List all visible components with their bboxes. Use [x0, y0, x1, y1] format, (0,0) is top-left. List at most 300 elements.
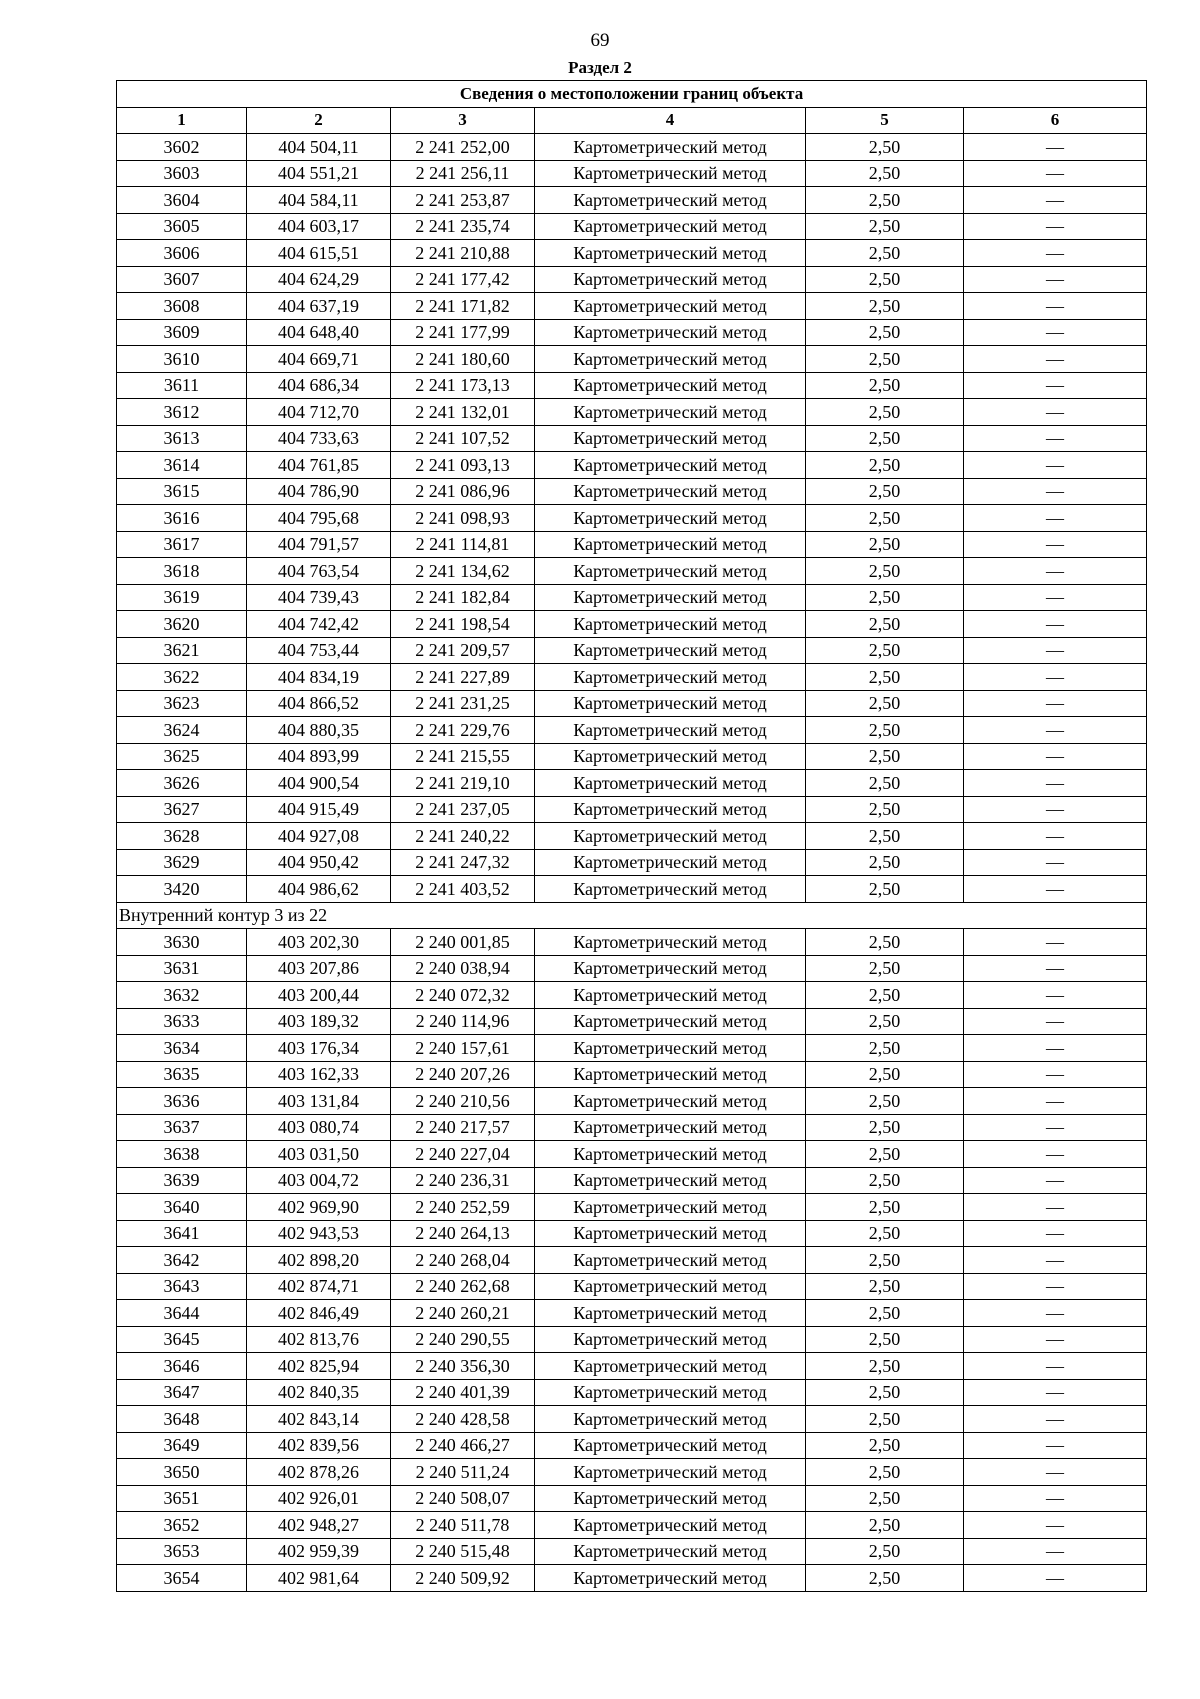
- description-cell: —: [964, 505, 1147, 532]
- description-cell: —: [964, 399, 1147, 426]
- x-coordinate-cell: 403 162,33: [247, 1061, 391, 1088]
- point-number-cell: 3628: [117, 823, 247, 850]
- y-coordinate-cell: 2 240 290,55: [391, 1326, 535, 1353]
- point-number-cell: 3605: [117, 213, 247, 240]
- x-coordinate-cell: 403 131,84: [247, 1088, 391, 1115]
- description-cell: —: [964, 1220, 1147, 1247]
- y-coordinate-cell: 2 240 260,21: [391, 1300, 535, 1327]
- description-cell: —: [964, 1194, 1147, 1221]
- y-coordinate-cell: 2 240 252,59: [391, 1194, 535, 1221]
- point-number-cell: 3420: [117, 876, 247, 903]
- method-cell: Картометрический метод: [535, 1114, 806, 1141]
- method-cell: Картометрический метод: [535, 505, 806, 532]
- accuracy-cell: 2,50: [806, 1459, 964, 1486]
- x-coordinate-cell: 404 669,71: [247, 346, 391, 373]
- method-cell: Картометрический метод: [535, 134, 806, 161]
- method-cell: Картометрический метод: [535, 452, 806, 479]
- description-cell: —: [964, 1353, 1147, 1380]
- description-cell: —: [964, 1114, 1147, 1141]
- x-coordinate-cell: 404 791,57: [247, 531, 391, 558]
- boundary-coordinates-table: [116, 80, 1147, 1592]
- table-row: [117, 770, 1147, 797]
- description-cell: —: [964, 1061, 1147, 1088]
- x-coordinate-cell: 402 948,27: [247, 1512, 391, 1539]
- table-row: [117, 796, 1147, 823]
- accuracy-cell: 2,50: [806, 849, 964, 876]
- x-coordinate-cell: 404 753,44: [247, 637, 391, 664]
- table-row: [117, 1538, 1147, 1565]
- point-number-cell: 3617: [117, 531, 247, 558]
- x-coordinate-cell: 403 031,50: [247, 1141, 391, 1168]
- point-number-cell: 3647: [117, 1379, 247, 1406]
- x-coordinate-cell: 402 959,39: [247, 1538, 391, 1565]
- x-coordinate-cell: 404 950,42: [247, 849, 391, 876]
- method-cell: Картометрический метод: [535, 1167, 806, 1194]
- description-cell: —: [964, 1406, 1147, 1433]
- description-cell: —: [964, 372, 1147, 399]
- accuracy-cell: 2,50: [806, 1379, 964, 1406]
- description-cell: —: [964, 637, 1147, 664]
- table-row: [117, 478, 1147, 505]
- y-coordinate-cell: 2 240 236,31: [391, 1167, 535, 1194]
- y-coordinate-cell: 2 240 509,92: [391, 1565, 535, 1592]
- table-row: [117, 1035, 1147, 1062]
- description-cell: —: [964, 346, 1147, 373]
- y-coordinate-cell: 2 240 207,26: [391, 1061, 535, 1088]
- table-row: [117, 160, 1147, 187]
- x-coordinate-cell: 402 878,26: [247, 1459, 391, 1486]
- accuracy-cell: 2,50: [806, 717, 964, 744]
- y-coordinate-cell: 2 241 107,52: [391, 425, 535, 452]
- point-number-cell: 3619: [117, 584, 247, 611]
- x-coordinate-cell: 404 761,85: [247, 452, 391, 479]
- point-number-cell: 3631: [117, 955, 247, 982]
- y-coordinate-cell: 2 240 038,94: [391, 955, 535, 982]
- point-number-cell: 3649: [117, 1432, 247, 1459]
- point-number-cell: 3638: [117, 1141, 247, 1168]
- table-row: [117, 266, 1147, 293]
- point-number-cell: 3626: [117, 770, 247, 797]
- y-coordinate-cell: 2 241 231,25: [391, 690, 535, 717]
- table-row: [117, 637, 1147, 664]
- method-cell: Картометрический метод: [535, 1459, 806, 1486]
- point-number-cell: 3614: [117, 452, 247, 479]
- accuracy-cell: 2,50: [806, 187, 964, 214]
- column-header: 3: [391, 107, 535, 134]
- accuracy-cell: 2,50: [806, 134, 964, 161]
- table-row: [117, 1485, 1147, 1512]
- description-cell: —: [964, 1035, 1147, 1062]
- point-number-cell: 3653: [117, 1538, 247, 1565]
- y-coordinate-cell: 2 241 173,13: [391, 372, 535, 399]
- point-number-cell: 3603: [117, 160, 247, 187]
- x-coordinate-cell: 404 624,29: [247, 266, 391, 293]
- table-row: [117, 293, 1147, 320]
- point-number-cell: 3618: [117, 558, 247, 585]
- accuracy-cell: 2,50: [806, 1167, 964, 1194]
- description-cell: —: [964, 1088, 1147, 1115]
- table-row: [117, 955, 1147, 982]
- y-coordinate-cell: 2 240 515,48: [391, 1538, 535, 1565]
- point-number-cell: 3606: [117, 240, 247, 267]
- accuracy-cell: 2,50: [806, 690, 964, 717]
- method-cell: Картометрический метод: [535, 1485, 806, 1512]
- point-number-cell: 3651: [117, 1485, 247, 1512]
- y-coordinate-cell: 2 240 157,61: [391, 1035, 535, 1062]
- x-coordinate-cell: 404 986,62: [247, 876, 391, 903]
- x-coordinate-cell: 404 712,70: [247, 399, 391, 426]
- y-coordinate-cell: 2 240 262,68: [391, 1273, 535, 1300]
- point-number-cell: 3632: [117, 982, 247, 1009]
- accuracy-cell: 2,50: [806, 823, 964, 850]
- column-header: 1: [117, 107, 247, 134]
- table-row: [117, 1114, 1147, 1141]
- x-coordinate-cell: 404 893,99: [247, 743, 391, 770]
- accuracy-cell: 2,50: [806, 452, 964, 479]
- point-number-cell: 3634: [117, 1035, 247, 1062]
- accuracy-cell: 2,50: [806, 1114, 964, 1141]
- x-coordinate-cell: 404 733,63: [247, 425, 391, 452]
- description-cell: —: [964, 1247, 1147, 1274]
- table-row: [117, 690, 1147, 717]
- table-row: [117, 187, 1147, 214]
- accuracy-cell: 2,50: [806, 266, 964, 293]
- accuracy-cell: 2,50: [806, 319, 964, 346]
- accuracy-cell: 2,50: [806, 955, 964, 982]
- table-row: [117, 611, 1147, 638]
- y-coordinate-cell: 2 240 508,07: [391, 1485, 535, 1512]
- description-cell: —: [964, 1141, 1147, 1168]
- description-cell: —: [964, 1379, 1147, 1406]
- column-header: 4: [535, 107, 806, 134]
- contour-label: Внутренний контур 3 из 22: [117, 902, 1147, 929]
- x-coordinate-cell: 404 763,54: [247, 558, 391, 585]
- description-cell: —: [964, 1273, 1147, 1300]
- description-cell: —: [964, 452, 1147, 479]
- accuracy-cell: 2,50: [806, 372, 964, 399]
- point-number-cell: 3645: [117, 1326, 247, 1353]
- x-coordinate-cell: 404 637,19: [247, 293, 391, 320]
- accuracy-cell: 2,50: [806, 1300, 964, 1327]
- y-coordinate-cell: 2 241 098,93: [391, 505, 535, 532]
- point-number-cell: 3654: [117, 1565, 247, 1592]
- description-cell: —: [964, 1485, 1147, 1512]
- accuracy-cell: 2,50: [806, 637, 964, 664]
- table-row: [117, 1167, 1147, 1194]
- x-coordinate-cell: 403 176,34: [247, 1035, 391, 1062]
- accuracy-cell: 2,50: [806, 1247, 964, 1274]
- accuracy-cell: 2,50: [806, 1512, 964, 1539]
- point-number-cell: 3611: [117, 372, 247, 399]
- y-coordinate-cell: 2 241 403,52: [391, 876, 535, 903]
- accuracy-cell: 2,50: [806, 293, 964, 320]
- description-cell: —: [964, 849, 1147, 876]
- table-row: [117, 531, 1147, 558]
- description-cell: —: [964, 1512, 1147, 1539]
- method-cell: Картометрический метод: [535, 319, 806, 346]
- y-coordinate-cell: 2 240 072,32: [391, 982, 535, 1009]
- method-cell: Картометрический метод: [535, 346, 806, 373]
- table-row: [117, 929, 1147, 956]
- accuracy-cell: 2,50: [806, 1353, 964, 1380]
- x-coordinate-cell: 402 839,56: [247, 1432, 391, 1459]
- accuracy-cell: 2,50: [806, 1432, 964, 1459]
- description-cell: —: [964, 531, 1147, 558]
- table-row: [117, 1247, 1147, 1274]
- y-coordinate-cell: 2 241 114,81: [391, 531, 535, 558]
- y-coordinate-cell: 2 240 268,04: [391, 1247, 535, 1274]
- accuracy-cell: 2,50: [806, 1406, 964, 1433]
- x-coordinate-cell: 403 004,72: [247, 1167, 391, 1194]
- x-coordinate-cell: 402 825,94: [247, 1353, 391, 1380]
- method-cell: Картометрический метод: [535, 1512, 806, 1539]
- method-cell: Картометрический метод: [535, 478, 806, 505]
- method-cell: Картометрический метод: [535, 743, 806, 770]
- description-cell: —: [964, 1326, 1147, 1353]
- y-coordinate-cell: 2 241 229,76: [391, 717, 535, 744]
- accuracy-cell: 2,50: [806, 399, 964, 426]
- method-cell: Картометрический метод: [535, 1088, 806, 1115]
- description-cell: —: [964, 1167, 1147, 1194]
- method-cell: Картометрический метод: [535, 717, 806, 744]
- x-coordinate-cell: 404 915,49: [247, 796, 391, 823]
- point-number-cell: 3625: [117, 743, 247, 770]
- x-coordinate-cell: 403 189,32: [247, 1008, 391, 1035]
- x-coordinate-cell: 402 898,20: [247, 1247, 391, 1274]
- description-cell: —: [964, 1538, 1147, 1565]
- x-coordinate-cell: 404 866,52: [247, 690, 391, 717]
- accuracy-cell: 2,50: [806, 1194, 964, 1221]
- point-number-cell: 3616: [117, 505, 247, 532]
- y-coordinate-cell: 2 240 227,04: [391, 1141, 535, 1168]
- accuracy-cell: 2,50: [806, 1008, 964, 1035]
- point-number-cell: 3640: [117, 1194, 247, 1221]
- accuracy-cell: 2,50: [806, 1035, 964, 1062]
- y-coordinate-cell: 2 240 466,27: [391, 1432, 535, 1459]
- description-cell: —: [964, 1459, 1147, 1486]
- table-body: [117, 134, 1147, 1592]
- point-number-cell: 3620: [117, 611, 247, 638]
- table-row: [117, 1406, 1147, 1433]
- method-cell: Картометрический метод: [535, 1326, 806, 1353]
- point-number-cell: 3604: [117, 187, 247, 214]
- accuracy-cell: 2,50: [806, 1220, 964, 1247]
- method-cell: Картометрический метод: [535, 213, 806, 240]
- method-cell: Картометрический метод: [535, 558, 806, 585]
- accuracy-cell: 2,50: [806, 1141, 964, 1168]
- method-cell: Картометрический метод: [535, 1565, 806, 1592]
- point-number-cell: 3622: [117, 664, 247, 691]
- accuracy-cell: 2,50: [806, 584, 964, 611]
- x-coordinate-cell: 403 207,86: [247, 955, 391, 982]
- description-cell: —: [964, 690, 1147, 717]
- method-cell: Картометрический метод: [535, 1061, 806, 1088]
- x-coordinate-cell: 404 795,68: [247, 505, 391, 532]
- method-cell: Картометрический метод: [535, 584, 806, 611]
- column-header: 6: [964, 107, 1147, 134]
- point-number-cell: 3639: [117, 1167, 247, 1194]
- method-cell: Картометрический метод: [535, 955, 806, 982]
- point-number-cell: 3627: [117, 796, 247, 823]
- x-coordinate-cell: 402 813,76: [247, 1326, 391, 1353]
- y-coordinate-cell: 2 241 256,11: [391, 160, 535, 187]
- accuracy-cell: 2,50: [806, 982, 964, 1009]
- accuracy-cell: 2,50: [806, 796, 964, 823]
- y-coordinate-cell: 2 240 210,56: [391, 1088, 535, 1115]
- description-cell: —: [964, 743, 1147, 770]
- y-coordinate-cell: 2 241 177,99: [391, 319, 535, 346]
- description-cell: —: [964, 955, 1147, 982]
- method-cell: Картометрический метод: [535, 849, 806, 876]
- description-cell: —: [964, 160, 1147, 187]
- description-cell: —: [964, 319, 1147, 346]
- contour-label-row: [117, 902, 1147, 929]
- accuracy-cell: 2,50: [806, 1538, 964, 1565]
- method-cell: Картометрический метод: [535, 796, 806, 823]
- accuracy-cell: 2,50: [806, 346, 964, 373]
- y-coordinate-cell: 2 241 093,13: [391, 452, 535, 479]
- method-cell: Картометрический метод: [535, 929, 806, 956]
- y-coordinate-cell: 2 241 132,01: [391, 399, 535, 426]
- point-number-cell: 3648: [117, 1406, 247, 1433]
- method-cell: Картометрический метод: [535, 531, 806, 558]
- table-title-row: [117, 81, 1147, 108]
- point-number-cell: 3633: [117, 1008, 247, 1035]
- description-cell: —: [964, 584, 1147, 611]
- x-coordinate-cell: 404 504,11: [247, 134, 391, 161]
- y-coordinate-cell: 2 241 252,00: [391, 134, 535, 161]
- x-coordinate-cell: 404 648,40: [247, 319, 391, 346]
- point-number-cell: 3612: [117, 399, 247, 426]
- point-number-cell: 3610: [117, 346, 247, 373]
- point-number-cell: 3642: [117, 1247, 247, 1274]
- table-row: [117, 664, 1147, 691]
- method-cell: Картометрический метод: [535, 1406, 806, 1433]
- method-cell: Картометрический метод: [535, 1273, 806, 1300]
- accuracy-cell: 2,50: [806, 770, 964, 797]
- point-number-cell: 3630: [117, 929, 247, 956]
- table-row: [117, 1220, 1147, 1247]
- accuracy-cell: 2,50: [806, 1565, 964, 1592]
- description-cell: —: [964, 796, 1147, 823]
- method-cell: Картометрический метод: [535, 266, 806, 293]
- y-coordinate-cell: 2 241 227,89: [391, 664, 535, 691]
- table-row: [117, 1459, 1147, 1486]
- y-coordinate-cell: 2 241 086,96: [391, 478, 535, 505]
- point-number-cell: 3636: [117, 1088, 247, 1115]
- method-cell: Картометрический метод: [535, 982, 806, 1009]
- accuracy-cell: 2,50: [806, 876, 964, 903]
- x-coordinate-cell: 402 840,35: [247, 1379, 391, 1406]
- accuracy-cell: 2,50: [806, 664, 964, 691]
- point-number-cell: 3609: [117, 319, 247, 346]
- method-cell: Картометрический метод: [535, 1220, 806, 1247]
- method-cell: Картометрический метод: [535, 611, 806, 638]
- table-row: [117, 505, 1147, 532]
- method-cell: Картометрический метод: [535, 876, 806, 903]
- description-cell: —: [964, 876, 1147, 903]
- description-cell: —: [964, 770, 1147, 797]
- x-coordinate-cell: 404 686,34: [247, 372, 391, 399]
- y-coordinate-cell: 2 240 356,30: [391, 1353, 535, 1380]
- x-coordinate-cell: 404 742,42: [247, 611, 391, 638]
- table-row: [117, 823, 1147, 850]
- method-cell: Картометрический метод: [535, 187, 806, 214]
- point-number-cell: 3644: [117, 1300, 247, 1327]
- table-row: [117, 1088, 1147, 1115]
- x-coordinate-cell: 404 584,11: [247, 187, 391, 214]
- y-coordinate-cell: 2 240 428,58: [391, 1406, 535, 1433]
- point-number-cell: 3629: [117, 849, 247, 876]
- point-number-cell: 3624: [117, 717, 247, 744]
- table-row: [117, 425, 1147, 452]
- x-coordinate-cell: 404 880,35: [247, 717, 391, 744]
- table-row: [117, 1326, 1147, 1353]
- x-coordinate-cell: 404 834,19: [247, 664, 391, 691]
- point-number-cell: 3621: [117, 637, 247, 664]
- description-cell: —: [964, 134, 1147, 161]
- description-cell: —: [964, 823, 1147, 850]
- description-cell: —: [964, 982, 1147, 1009]
- method-cell: Картометрический метод: [535, 1194, 806, 1221]
- method-cell: Картометрический метод: [535, 160, 806, 187]
- column-header: 5: [806, 107, 964, 134]
- description-cell: —: [964, 478, 1147, 505]
- x-coordinate-cell: 403 200,44: [247, 982, 391, 1009]
- accuracy-cell: 2,50: [806, 531, 964, 558]
- point-number-cell: 3635: [117, 1061, 247, 1088]
- y-coordinate-cell: 2 241 177,42: [391, 266, 535, 293]
- method-cell: Картометрический метод: [535, 1141, 806, 1168]
- method-cell: Картометрический метод: [535, 240, 806, 267]
- y-coordinate-cell: 2 241 182,84: [391, 584, 535, 611]
- method-cell: Картометрический метод: [535, 1008, 806, 1035]
- table-row: [117, 1061, 1147, 1088]
- point-number-cell: 3608: [117, 293, 247, 320]
- description-cell: —: [964, 717, 1147, 744]
- accuracy-cell: 2,50: [806, 160, 964, 187]
- column-header: 2: [247, 107, 391, 134]
- y-coordinate-cell: 2 240 511,78: [391, 1512, 535, 1539]
- method-cell: Картометрический метод: [535, 1035, 806, 1062]
- accuracy-cell: 2,50: [806, 611, 964, 638]
- x-coordinate-cell: 403 080,74: [247, 1114, 391, 1141]
- y-coordinate-cell: 2 241 171,82: [391, 293, 535, 320]
- y-coordinate-cell: 2 240 114,96: [391, 1008, 535, 1035]
- y-coordinate-cell: 2 240 217,57: [391, 1114, 535, 1141]
- method-cell: Картометрический метод: [535, 372, 806, 399]
- page-number: 69: [590, 30, 610, 51]
- y-coordinate-cell: 2 241 253,87: [391, 187, 535, 214]
- method-cell: Картометрический метод: [535, 425, 806, 452]
- accuracy-cell: 2,50: [806, 743, 964, 770]
- method-cell: Картометрический метод: [535, 1432, 806, 1459]
- method-cell: Картометрический метод: [535, 1300, 806, 1327]
- table-title: Сведения о местоположении границ объекта: [117, 81, 1147, 108]
- table-row: [117, 1273, 1147, 1300]
- point-number-cell: 3652: [117, 1512, 247, 1539]
- table-row: [117, 558, 1147, 585]
- y-coordinate-cell: 2 240 001,85: [391, 929, 535, 956]
- y-coordinate-cell: 2 241 134,62: [391, 558, 535, 585]
- description-cell: —: [964, 293, 1147, 320]
- x-coordinate-cell: 402 926,01: [247, 1485, 391, 1512]
- method-cell: Картометрический метод: [535, 664, 806, 691]
- description-cell: —: [964, 240, 1147, 267]
- y-coordinate-cell: 2 240 401,39: [391, 1379, 535, 1406]
- table-row: [117, 1194, 1147, 1221]
- table-head: [117, 81, 1147, 134]
